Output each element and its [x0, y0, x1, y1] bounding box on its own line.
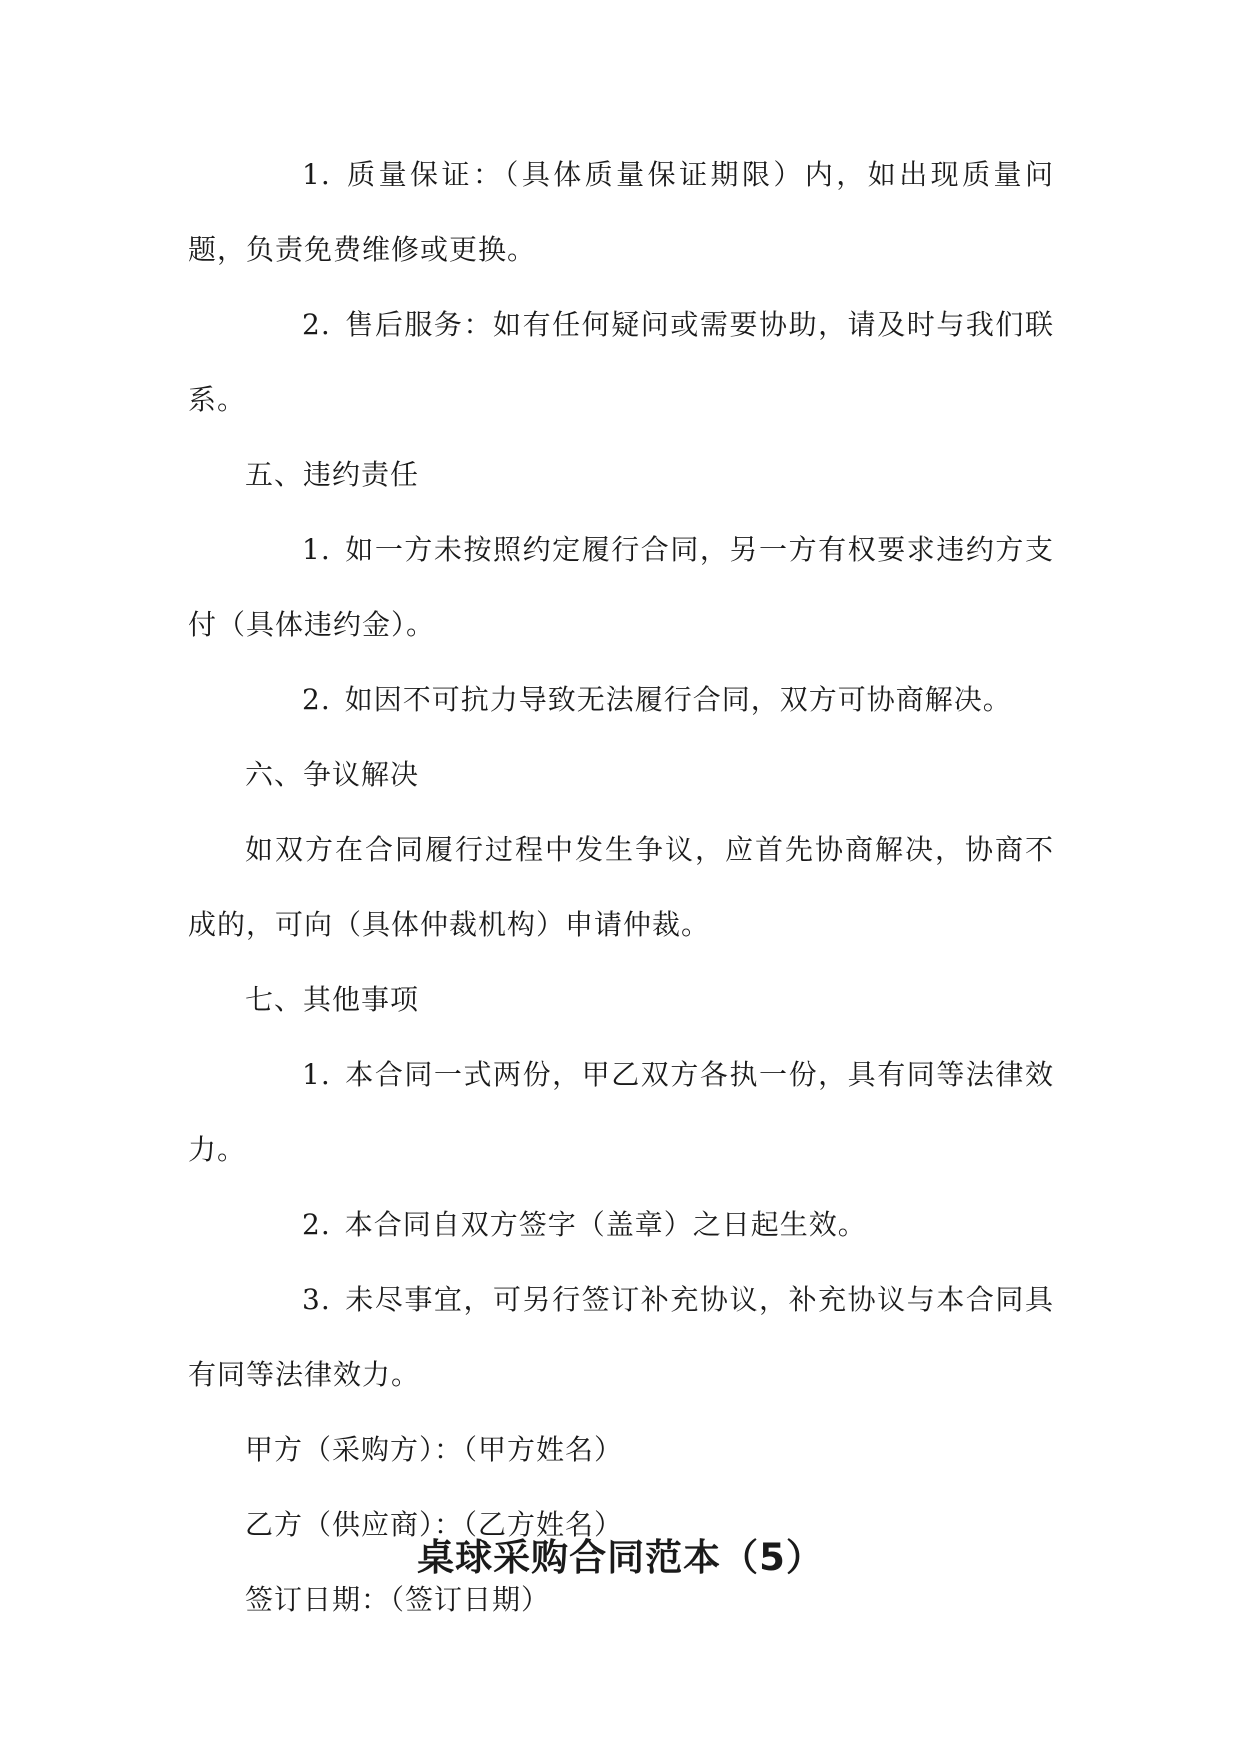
clause-text: 本合同一式两份，甲乙双方各执一份，具有同等法律效力。: [188, 1058, 1054, 1166]
clause-effective: [188, 1187, 1054, 1262]
clause-text: 售后服务：如有任何疑问或需要协助，请及时与我们联系。: [188, 308, 1054, 416]
section-heading-text: 七、其他事项: [245, 983, 420, 1016]
clause-text: 如一方未按照约定履行合同，另一方有权要求违约方支付（具体违约金）。: [188, 533, 1054, 641]
clause-quality-guarantee: [188, 137, 1054, 287]
clause-text: 如双方在合同履行过程中发生争议，应首先协商解决，协商不成的，可向（具体仲裁机构）申请仲裁。: [188, 833, 1054, 941]
clause-supplement: [188, 1262, 1054, 1412]
clause-number: 3.: [302, 1283, 331, 1316]
clause-dispute-resolution: [188, 812, 1054, 962]
signature-text: 乙方（供应商）：（乙方姓名）: [245, 1508, 624, 1541]
section-heading-text: 六、争议解决: [245, 758, 420, 791]
clause-number: 1.: [302, 1058, 331, 1091]
section-heading-other: [188, 962, 1054, 1037]
clause-number: 1.: [302, 158, 331, 191]
section-heading-text: 五、违约责任: [245, 458, 420, 491]
clause-number: 2.: [302, 1208, 331, 1241]
signature-text: 签订日期：（签订日期）: [245, 1583, 551, 1616]
clause-text: 本合同自双方签字（盖章）之日起生效。: [344, 1208, 867, 1241]
clause-copies: [188, 1037, 1054, 1187]
section-heading-dispute: [188, 737, 1054, 812]
clause-number: 2.: [302, 308, 331, 341]
clause-text: 质量保证：（具体质量保证期限）内，如出现质量问题，负责免费维修或更换。: [188, 158, 1054, 266]
section-heading-liability: [188, 437, 1054, 512]
clause-number: 2.: [302, 683, 331, 716]
signature-text: 甲方（采购方）：（甲方姓名）: [245, 1433, 624, 1466]
clause-text: 如因不可抗力导致无法履行合同，双方可协商解决。: [344, 683, 1012, 716]
clause-number: 1.: [302, 533, 331, 566]
clause-force-majeure: [188, 662, 1054, 737]
next-document-title: 桌球采购合同范本（5）: [417, 1536, 824, 1579]
contract-body: [188, 137, 1054, 1637]
clause-after-sales: [188, 287, 1054, 437]
clause-text: 未尽事宜，可另行签订补充协议，补充协议与本合同具有同等法律效力。: [188, 1283, 1054, 1391]
signature-party-a: [188, 1412, 1054, 1487]
clause-breach: [188, 512, 1054, 662]
